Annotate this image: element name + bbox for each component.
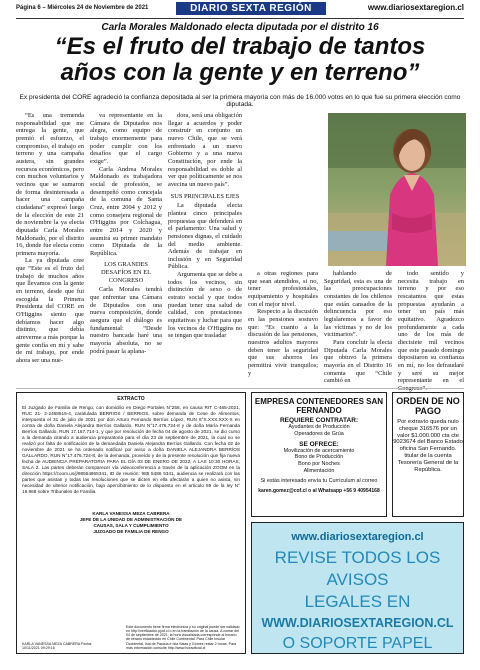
header-rule	[16, 18, 464, 19]
ad-line-1: REVISE TODOS LOS AVISOS	[274, 548, 441, 589]
section-separator	[16, 388, 464, 389]
column-5: hablando de Seguridad, esta es una de las preocupaciones constantes de los chilenos que están cansados de la delincuencia por eso legislaremos a favor de las víctimas y no de los victimarios”. Para concluir la electa Diputada Carla Morales que obtuvo la primera mayoría en el Distrito 16 comenta que “Chile cambió en	[324, 270, 392, 385]
job-ad-contact[interactable]: karen.gomez@cof.cl o al Whatsapp +56 9 40954168	[258, 487, 380, 494]
article-photo	[328, 113, 466, 266]
extracto-title: EXTRACTO	[117, 396, 145, 402]
ad-line-2: LEGALES EN	[304, 592, 411, 611]
column-4: a otras regiones para que sean atendidos, si no, tener profesionales, equipamiento y hospitales con el mejor nivel. Respecto a la discusión en las pensiones sostuvo que: “Es cuanto a la discusión de las pensiones, nuestros adultos mayores deben tener la seguridad que sus ahorros les permitirá vivir tranquilos; y	[248, 270, 318, 377]
article-kicker: Carla Morales Maldonado electa diputada por el distrito 16	[101, 22, 379, 33]
ad-url-upper[interactable]: WWW.DIARIOSEXTAREGION.CL	[261, 616, 454, 630]
legal-notices-ad	[251, 522, 464, 654]
extracto-signer-stamp: KARLA VANESSA MEZA CABRERA Fecha: 10/11/2021 09:29:16	[22, 641, 93, 650]
orden-no-pago-notice	[392, 392, 464, 517]
extracto-electronic-signature-note: Este documento tiene firma electrónica y su original puede ser validado en http://verificadoc.pjud.cl o en la tramitación de la causa. A contar del 04 de septiembre de 2021, la hora visualizada corresponde al horario de verano establecido en Chile Continental. Para Chile Insular Occidental, Isla de Pascua e Isla Salas y Gómez restar 2 horas. Para más información consulte http://www.horaoficial.cl	[126, 624, 240, 650]
article-dek: Ex presidenta del CORE agradeció la confianza depositada al ser la primera mayoría con más de 16.000 votos en lo que fue su primera elección como diputada.	[19, 94, 461, 108]
page-header	[16, 2, 464, 18]
header-url[interactable]: www.diariosextaregion.cl	[367, 3, 464, 12]
column-3: dora, será una obligación llegar a acuerdos y poder construir en conjunto un nuevo Chile, que se verá enfrentado a un nuevo Gobierno y a una nueva Constitución, por ende la responsabilidad es doble al ver que políticamente se nos avecina un nuevo país”. SUS PRINCIPALES EJES La diputada electa plantea cinco principales propuestas que defenderá en el parlamento: Una salud y pensiones dignas, el cuidado del medio ambiente. Además de trabajar en inclusión y en Seguridad Pública. Argumenta que se debe a todos los vecinos, sin distinción de sexo o de estrato social y que todos puedan tener una salud de calidad, con prestaciones equitativas y luchar para que los vecinos de O'Higgins no se tengan que trasladar	[168, 112, 242, 340]
job-ad-contenedores: EMPRESA CONTENEDORES SAN FERNANDO REQUIERE CONTRATAR: Ayudantes de Producción Operadores de Grúa SE OFRECE: Movilización de acercamiento Bono de Producción Bono por Noches Alimentación Si estás interesado envía tu Currículum al correo karen.gomez@cof.cl o al Whatsapp +56 9 40954168	[251, 392, 387, 517]
portrait-photo-illustration	[328, 113, 466, 266]
page-date: Página 6 – Miércoles 24 de Noviembre de 2021	[16, 5, 149, 11]
job-ad-title: EMPRESA CONTENEDORES SAN FERNANDO	[254, 397, 384, 415]
ad-line-3: O SOPORTE PAPEL	[282, 635, 433, 652]
extracto-body: El Juzgado de Familia de Rengo, con domicilio en Diego Portales N°258, en causa RIT C-465-2021, RUC 21- 2-2468515-4, caratulada BERRIOS / BERRIOS, sobre demanda de Cese de Alimentos, interpuesta el 31 de julio de 2021 por don Arturo Fernando Berríos López, RUN 8°X.XXX.XXX-X en contra de doña Daniela Alejandra Berríos Gallardo, RUN N°17.476.724-8 y de doña María Fernanda Berríos Gallardo, RUN 17.167.714-1, y que por resolución de fecha 04 de agosto de 2021, se dio curso a la demanda citando a audiencia preparatoria para el día 23 de septiembre de 2021, la cual no se realizó por falta de notificación de la demandada Daniela Alejandra Berríos Gallardo. Con fecha 02 de noviembre de 2021 se ha ordenado notificar por aviso a doña DANIELA ALEJANDRA BERRÍOS GALLARDO, RUN N°17.476.724-8, de la demanda, proveído y de la presente resolución que fija nueva fecha de AUDIENCIA PREPARATORIA PARA EL DÍA 03 DE ENERO DE 2022, A LAS 10:30 HORAS, SALA 2. Las partes deberán comparecer vía videoconferencia a través de la aplicación ZOOM en la dirección https://zoom.us/j/98554865341, ID de reunión: 985 5486 5341, audiencia se realizará con las partes que asistan y todas las resoluciones que se dicten en ella afectarán a quien no asista, sin necesidad de ulterior notificación, bajo apercibimiento de lo dispuesto en el artículo 59 de la ley N° 19.968 sobre Tribunales de Familia.	[22, 405, 240, 494]
article-headline: “Es el fruto del trabajo de tantos años con la gente y en terreno”	[54, 33, 426, 86]
orden-title: ORDEN DE NO PAGO	[396, 396, 460, 416]
ad-url-lower[interactable]: www.diariosextaregion.cl	[291, 531, 424, 543]
masthead-brand: DIARIO SEXTA REGIÓN	[176, 2, 326, 15]
column-6: todo sentido y necesita trabajo en terreno y por eso rescatamos que estas propuestas ayudarán a tener un país más equitativo. Agradezco profundamente a cada uno de los más de diecisiete mil vecinos que este pasado domingo depositaron su confianza en mí, no los defraudaré y seré su mejor representante en el	[398, 270, 464, 385]
job-ad-requiere: REQUIERE CONTRATAR:	[279, 417, 359, 424]
legal-notice-extracto	[16, 392, 246, 654]
column-2: va representante en la Cámara de Diputados nos alegra, como equipo de trabajo enormemente para poder cumplir con los desafíos que el cargo exige”. Carla Andrea Morales Maldonado es trabajadora social de profesión, se desempeñó como concejala de la comuna de Santa Cruz, entre 2004 y 2012 y como consejera regional de O'Higgins por Colchagua, entre 2014 y 2020 y asumirá su primer mandato como Diputada de la República. LOS GRANDES DESAFÍOS EN EL CONGRESO Carla Morales tendrá que enfrentar una Cámara de Diputados con una nueva composición, donde asegura que el diálogo es fundamental: “Desde nuestro bancada haré una mayoría absoluta, no se podrá pasar la aplana-	[90, 112, 162, 355]
column-1: “Es una tremenda responsabilidad que me entrega la gente, que premió el esfuerzo, el compromiso, el trabajo en terreno y una campaña austera, sin grandes recursos económicos, pero con muchos voluntarios y vecinos que se sumaron de forma desinteresada a hacer una campaña ciudadana” expresó luego de la elección de este 21 de noviembre la ya electa diputada Carla Morales Maldonado, por el distrito 16, donde fue electa como primera mayoría. La ya diputada cree que “Este es el fruto del trabajo de muchos años que llevamos con la gente en terreno, desde que fui escogida la Primera Presidenta del CORE en O'Higgins siento que debíamos hacer algo distinto, que debía atreverme a más porque la gente confía en mí y sabe de mi trabajo, por ende ahora ser una nue-	[16, 112, 84, 364]
orden-body: Por extravío queda nulo cheque 316576 por un valor $1.000.000 cta cte 9023674 del Banco Estado oficina San Fernando. titular de la cuenta Tesorería General de la República.	[393, 419, 463, 473]
subheading-desafios: LOS GRANDES DESAFÍOS EN EL CONGRESO	[100, 261, 152, 284]
subheading-ejes: SUS PRINCIPALES EJES	[170, 192, 240, 200]
extracto-signature: KARLA VANESSA MEZA CABRERA JEFE DE LA UNIDAD DE ADMINISTRACIÓN DE CAUSAS, SALA Y CUMPLIMIENTO JUZGADO DE FAMILIA DE RENGO	[79, 511, 183, 534]
job-ad-ofrece: SE OFRECE:	[299, 440, 339, 448]
